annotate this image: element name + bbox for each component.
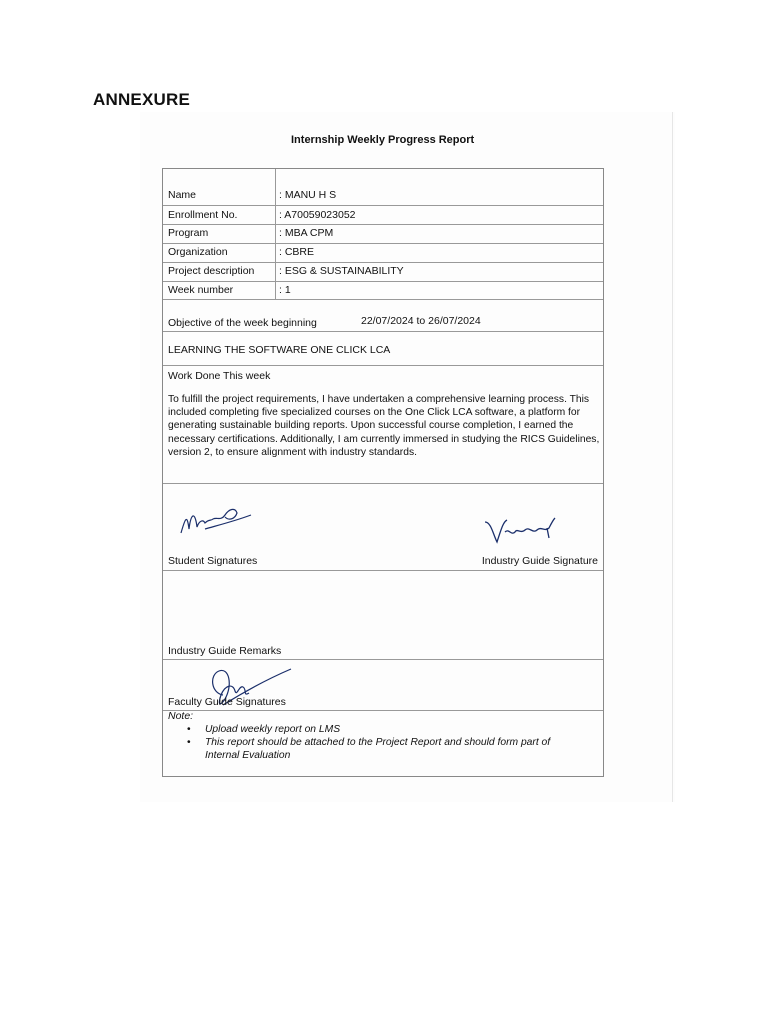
note-text: This report should be attached to the Project Report and should form part of Internal Evaluation (205, 737, 551, 761)
industry-guide-remarks-label: Industry Guide Remarks (168, 645, 282, 657)
row-divider (163, 224, 603, 225)
row-value-name: : MANU H S (279, 189, 337, 201)
industry-guide-signature-mark (481, 514, 565, 548)
note-label: Note: (168, 710, 194, 722)
label-column-divider (275, 169, 276, 299)
row-value-organization: : CBRE (279, 246, 315, 258)
work-done-label: Work Done This week (168, 370, 271, 382)
notes-list (173, 723, 570, 762)
bullet: • (187, 724, 191, 735)
row-divider (163, 205, 603, 206)
objective-text: LEARNING THE SOFTWARE ONE CLICK LCA (168, 344, 391, 356)
progress-report-form (162, 168, 604, 777)
row-value-project-description: : ESG & SUSTAINABILITY (279, 265, 404, 277)
objective-dates: 22/07/2024 to 26/07/2024 (361, 315, 481, 327)
note-item (173, 723, 570, 736)
scan-edge (672, 112, 673, 802)
row-divider (163, 262, 603, 263)
annexure-heading: ANNEXURE (93, 90, 191, 109)
row-divider (163, 331, 603, 332)
faculty-guide-signatures-label: Faculty Guide Signatures (168, 696, 286, 708)
bullet: • (187, 737, 191, 748)
note-text: Upload weekly report on LMS (205, 724, 341, 735)
industry-guide-signature-label: Industry Guide Signature (481, 555, 598, 567)
row-divider (163, 365, 603, 366)
student-signatures-label: Student Signatures (168, 555, 258, 567)
objective-label: Objective of the week beginning (168, 317, 317, 329)
row-divider (163, 243, 603, 244)
row-label-program: Program (168, 227, 209, 239)
row-label-name: Name (168, 189, 197, 201)
row-value-week-number: : 1 (279, 284, 291, 296)
row-value-program: : MBA CPM (279, 227, 334, 239)
note-item (173, 736, 570, 762)
row-label-enrollment: Enrollment No. (168, 209, 238, 221)
row-value-enrollment: : A70059023052 (279, 209, 356, 221)
row-divider (163, 299, 603, 300)
row-divider (163, 659, 603, 660)
row-divider (163, 281, 603, 282)
row-label-week-number: Week number (168, 284, 234, 296)
row-label-project-description: Project description (168, 265, 255, 277)
report-title: Internship Weekly Progress Report (291, 134, 475, 146)
row-label-organization: Organization (168, 246, 228, 258)
work-done-text: To fulfill the project requirements, I have undertaken a comprehensive learning process. This included completing five specialized courses on the One Click LCA software, a platform for generating sustainable building reports. Upon successful course completion, I earned the necessary certifications. Additionally, I am currently immersed in studying the RICS Guidelines, version 2, to ensure alignment with industry standards. (168, 394, 600, 458)
row-divider (163, 570, 603, 571)
student-signature-mark (175, 499, 255, 539)
row-divider (163, 710, 603, 711)
row-divider (163, 483, 603, 484)
